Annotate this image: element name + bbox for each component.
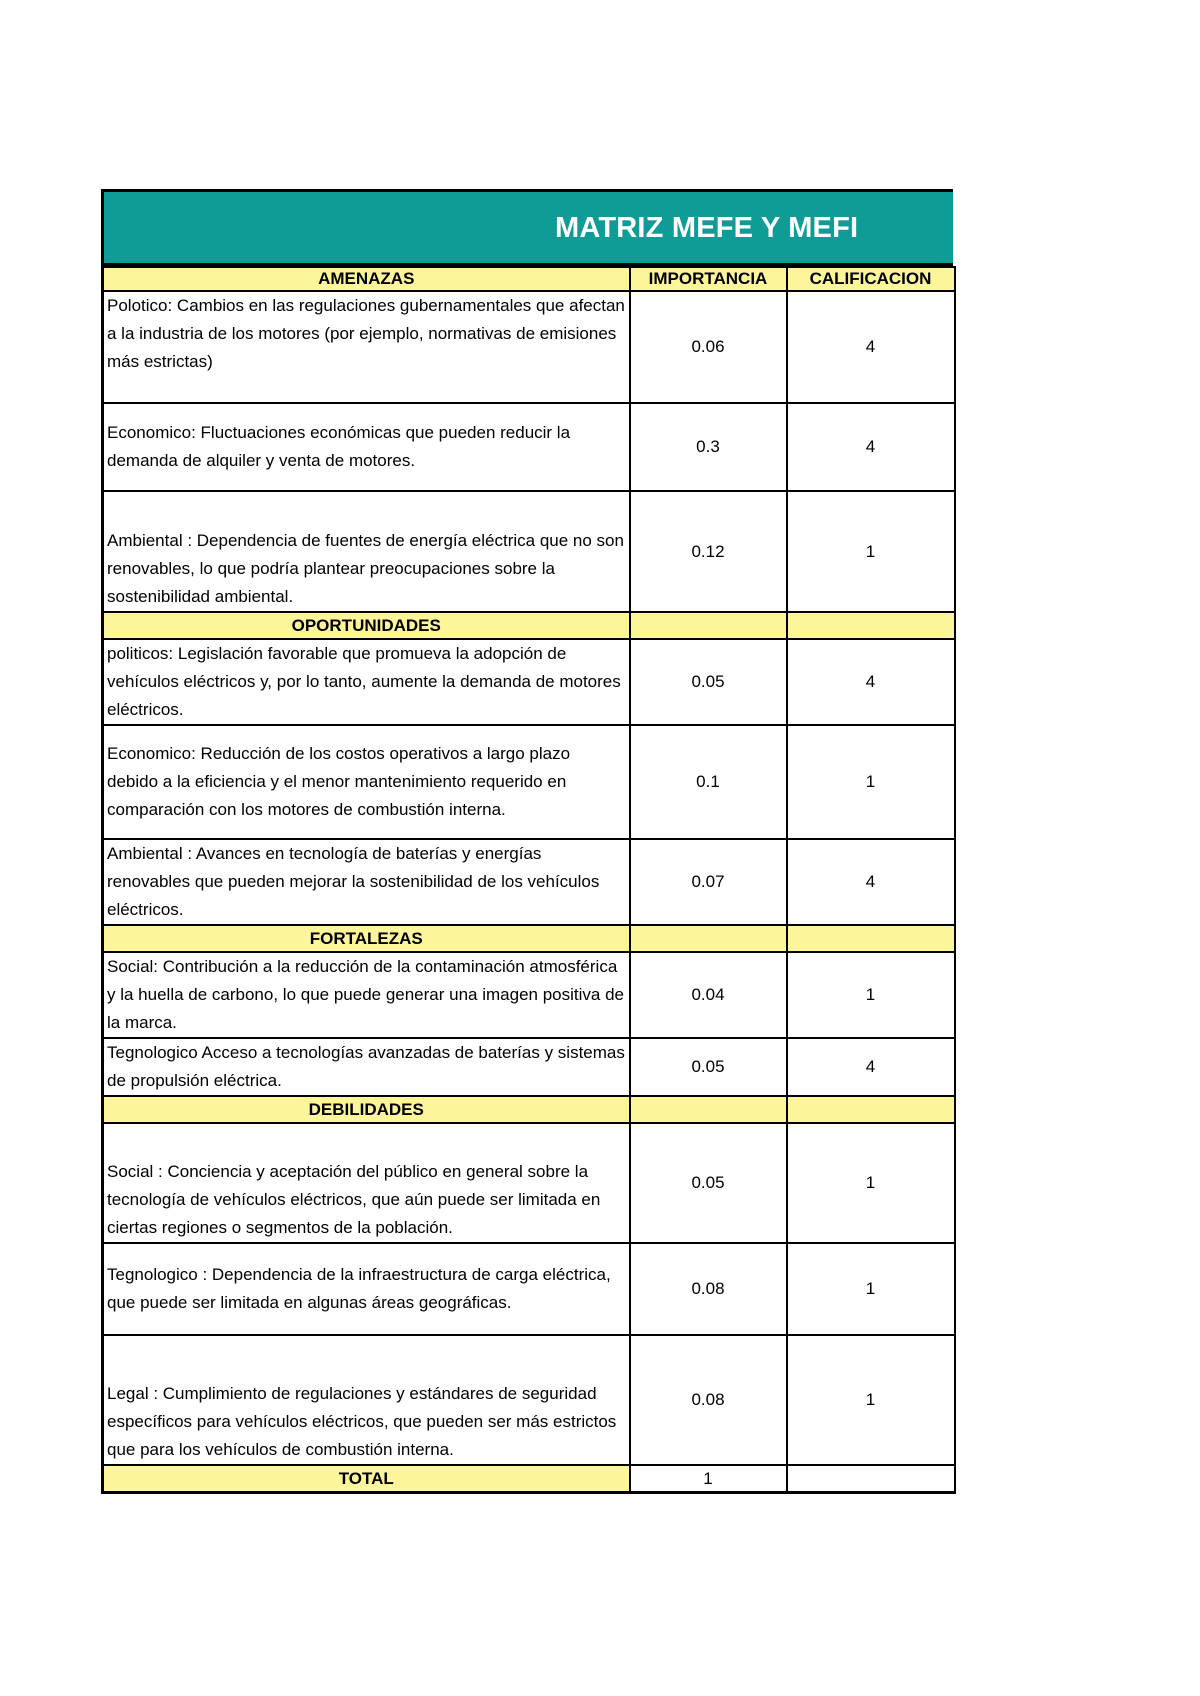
row-calificacion: 1 [787,952,955,1038]
section-empty-cell [787,612,955,639]
row-description: politicos: Legislación favorable que promueva la adopción de vehículos eléctricos y, por lo tanto, aumente la demanda de motores eléctricos. [103,639,630,725]
total-label: TOTAL [103,1465,630,1493]
row-importancia: 0.1 [630,725,787,839]
section-empty-cell [630,612,787,639]
row-description: Social : Conciencia y aceptación del público en general sobre la tecnología de vehículos eléctricos, que aún puede ser limitada en ciertas regiones o segmentos de la población. [103,1123,630,1243]
section-empty-cell [787,925,955,952]
row-importancia: 0.05 [630,639,787,725]
row-importancia: 0.06 [630,291,787,403]
row-description: Polotico: Cambios en las regulaciones gubernamentales que afectan a la industria de los motores (por ejemplo, normativas de emisiones más estrictas) [103,291,630,403]
table-row [103,1335,955,1465]
table-row [103,491,955,612]
section-empty-cell [630,1096,787,1123]
table-row [103,1123,955,1243]
total-calificacion [787,1465,955,1493]
row-description: Economico: Reducción de los costos operativos a largo plazo debido a la eficiencia y el menor mantenimiento requerido en comparación con los motores de combustión interna. [103,725,630,839]
row-calificacion: 4 [787,291,955,403]
row-calificacion: 4 [787,839,955,925]
row-calificacion: 1 [787,1243,955,1335]
row-calificacion: 4 [787,403,955,491]
row-description: Tegnologico Acceso a tecnologías avanzadas de baterías y sistemas de propulsión eléctrica. [103,1038,630,1096]
row-description: Social: Contribución a la reducción de la contaminación atmosférica y la huella de carbono, lo que puede generar una imagen positiva de la marca. [103,952,630,1038]
row-calificacion: 1 [787,491,955,612]
header-importancia: IMPORTANCIA [630,267,787,291]
table-row [103,639,955,725]
table-row [103,839,955,925]
row-calificacion: 1 [787,1123,955,1243]
table-row [103,1038,955,1096]
row-importancia: 0.3 [630,403,787,491]
matrix-title: MATRIZ MEFE Y MEFI [555,212,859,244]
section-label: FORTALEZAS [103,925,630,952]
total-importancia: 1 [630,1465,787,1493]
row-calificacion: 1 [787,1335,955,1465]
row-description: Economico: Fluctuaciones económicas que pueden reducir la demanda de alquiler y venta de motores. [103,403,630,491]
row-calificacion: 4 [787,1038,955,1096]
row-description: Tegnologico : Dependencia de la infraestructura de carga eléctrica, que puede ser limitada en algunas áreas geográficas. [103,1243,630,1335]
section-row-oportunidades [103,612,955,639]
section-label: OPORTUNIDADES [103,612,630,639]
section-empty-cell [787,1096,955,1123]
header-amenazas: AMENAZAS [103,267,630,291]
header-calificacion: CALIFICACION [787,267,955,291]
row-importancia: 0.08 [630,1335,787,1465]
row-importancia: 0.07 [630,839,787,925]
title-band [101,189,953,266]
row-description: Legal : Cumplimiento de regulaciones y estándares de seguridad específicos para vehículos eléctricos, que pueden ser más estrictos que para los vehículos de combustión interna. [103,1335,630,1465]
table-row [103,952,955,1038]
table-row [103,291,955,403]
section-empty-cell [630,925,787,952]
matrix-table [101,266,956,1494]
row-importancia: 0.04 [630,952,787,1038]
row-importancia: 0.08 [630,1243,787,1335]
total-row [103,1465,955,1493]
table-row [103,1243,955,1335]
row-description: Ambiental : Dependencia de fuentes de energía eléctrica que no son renovables, lo que podría plantear preocupaciones sobre la sostenibilidad ambiental. [103,491,630,612]
row-calificacion: 4 [787,639,955,725]
row-importancia: 0.05 [630,1123,787,1243]
header-row [103,267,955,291]
row-importancia: 0.12 [630,491,787,612]
matrix-sheet [101,189,953,1494]
section-label: DEBILIDADES [103,1096,630,1123]
row-description: Ambiental : Avances en tecnología de baterías y energías renovables que pueden mejorar la sostenibilidad de los vehículos eléctricos. [103,839,630,925]
row-calificacion: 1 [787,725,955,839]
table-row [103,725,955,839]
row-importancia: 0.05 [630,1038,787,1096]
section-row-debilidades [103,1096,955,1123]
table-row [103,403,955,491]
matrix-body [103,267,955,1493]
section-row-fortalezas [103,925,955,952]
